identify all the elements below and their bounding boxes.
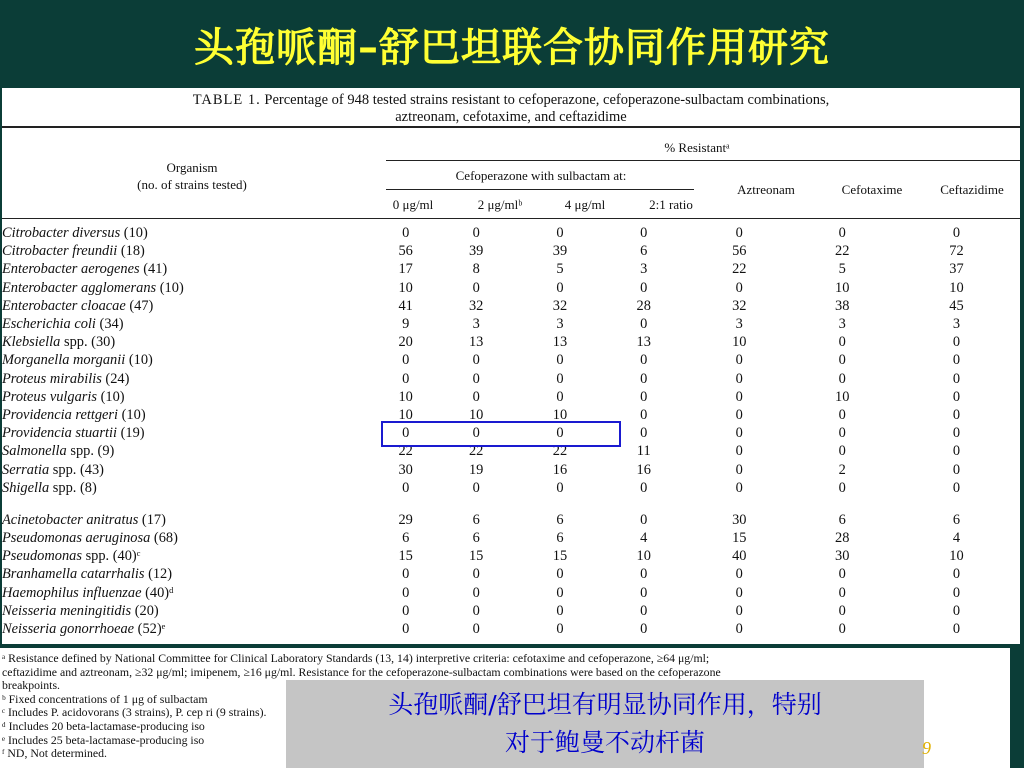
value-cell: 41 (398, 297, 413, 314)
value-cell: 0 (735, 443, 743, 460)
organism-count: (41) (143, 261, 168, 278)
col-2ug: 2 μg/mlᵇ (477, 197, 523, 212)
table-row (2, 333, 1020, 351)
footnote-line: ceftazidime and aztreonam, ≥32 μg/ml; imipenem, ≥16 μg/ml. Resistance for the cefoperazone-sulbactam combinations were based on the cefoperazone (2, 664, 721, 679)
value-cell: 0 (735, 461, 743, 478)
value-cell: 0 (556, 352, 564, 369)
value-cell: 0 (838, 566, 846, 583)
organism-cell (2, 602, 379, 620)
organism-cell (2, 224, 379, 242)
value-cell: 32 (732, 297, 747, 314)
value-cell: 6 (556, 511, 564, 528)
value-cell: 0 (735, 279, 743, 296)
organism-count: (10) (100, 388, 125, 405)
organism-cell (2, 620, 379, 638)
organism-name: Branhamella catarrhalis (2, 566, 145, 583)
value-cell: 0 (735, 479, 743, 496)
col-cefotaxime: Cefotaxime (841, 182, 903, 197)
value-cell: 0 (556, 279, 564, 296)
table-row (2, 351, 1020, 369)
table-row (2, 529, 1020, 547)
organism-name: Enterobacter aerogenes (2, 261, 140, 278)
footnote-line: ᵇ Fixed concentrations of 1 μg of sulbactam (2, 691, 208, 706)
col-aztreonam: Aztreonam (737, 182, 795, 197)
organism-count: (40)ᵈ (145, 584, 174, 601)
value-cell: 0 (640, 425, 648, 442)
value-cell: 19 (468, 461, 484, 478)
value-cell: 0 (838, 352, 846, 369)
organism-subheader: (no. of strains tested) (137, 177, 247, 192)
callout-line-2: 对于鲍曼不动杆菌 (504, 728, 705, 757)
value-cell: 0 (735, 225, 743, 242)
value-cell: 0 (952, 621, 961, 638)
cefo-group-rule (386, 189, 694, 190)
value-cell: 0 (402, 621, 410, 638)
value-cell: 3 (952, 316, 961, 333)
conclusion-callout (286, 680, 924, 768)
header-rule (386, 160, 1020, 161)
footnote-line: ᶠ ND, Not determined. (2, 746, 108, 761)
value-cell: 9 (402, 316, 410, 333)
organism-count: (10) (128, 352, 153, 369)
organism-count: spp. (43) (52, 461, 104, 478)
value-cell: 0 (402, 566, 410, 583)
organism-count: spp. (8) (52, 479, 97, 496)
value-cell: 10 (468, 406, 484, 423)
value-cell: 39 (552, 243, 568, 260)
value-cell: 0 (640, 479, 648, 496)
slide-title: 头孢哌酮–舒巴坦联合协同作用研究 (194, 24, 830, 71)
footnote-line: ᵉ Includes 25 beta-lactamase-producing iso (2, 732, 205, 747)
value-cell: 6 (640, 243, 648, 260)
value-cell: 0 (952, 225, 961, 242)
value-cell: 0 (640, 621, 648, 638)
value-cell: 4 (952, 530, 961, 547)
value-cell: 13 (636, 334, 651, 351)
table-caption: TABLE 1. Percentage of 948 tested strains resistant to cefoperazone, cefoperazone-sulbactam combinations, aztreonam, cefotaxime, and ceftazidime (192, 92, 830, 125)
value-cell: 6 (952, 511, 961, 528)
value-cell: 0 (952, 370, 961, 387)
organism-cell (2, 388, 379, 406)
value-cell: 22 (398, 443, 413, 460)
value-cell: 0 (402, 479, 410, 496)
organism-name: Citrobacter diversus (2, 225, 121, 242)
organism-name: Morganella morganii (2, 352, 126, 369)
footnote-line: ᵃ Resistance defined by National Committee for Clinical Laboratory Standards (13, 14) interpretive criteria: cefotaxime and cefoperazone, ≥64 μg/ml; (2, 651, 710, 665)
value-cell: 13 (552, 334, 568, 351)
organism-count: (34) (99, 316, 124, 333)
highlight-box (381, 421, 621, 447)
organism-name: Proteus mirabilis (2, 370, 102, 387)
value-cell: 0 (952, 425, 961, 442)
organism-count: (17) (141, 511, 166, 528)
value-cell: 0 (640, 225, 648, 242)
value-cell: 16 (552, 461, 568, 478)
value-cell: 0 (640, 602, 648, 619)
organism-name: Providencia stuartii (2, 425, 117, 442)
value-cell: 11 (636, 443, 651, 460)
value-cell: 6 (402, 530, 410, 547)
value-cell: 20 (398, 334, 413, 351)
value-cell: 10 (636, 548, 651, 565)
organism-count: (10) (159, 279, 184, 296)
footnote-line: ᶜ Includes P. acidovorans (3 strains), P. cep ri (9 strains). (2, 705, 267, 720)
value-cell: 29 (398, 511, 413, 528)
value-cell: 0 (640, 316, 648, 333)
organism-name: Neisseria gonorrhoeae (2, 621, 135, 638)
value-cell: 10 (835, 388, 850, 405)
table-row (2, 260, 1020, 278)
organism-name: Citrobacter freundii (2, 243, 118, 260)
table-row (2, 370, 1020, 388)
value-cell: 28 (636, 297, 651, 314)
value-cell: 0 (838, 334, 846, 351)
value-cell: 0 (402, 225, 410, 242)
organism-count: (12) (148, 566, 173, 583)
organism-count: (68) (153, 530, 178, 547)
callout-line-1: 头孢哌酮/舒巴坦有明显协同作用，特别 (388, 690, 822, 719)
organism-name: Proteus vulgaris (2, 388, 98, 405)
value-cell: 6 (838, 511, 846, 528)
organism-cell (2, 297, 379, 315)
table-row (2, 242, 1020, 260)
table-row (2, 297, 1020, 315)
value-cell: 0 (556, 225, 564, 242)
value-cell: 0 (838, 584, 846, 601)
value-cell: 39 (468, 243, 484, 260)
organism-name: Serratia (2, 461, 50, 478)
value-cell: 0 (838, 225, 846, 242)
organism-cell (2, 584, 379, 602)
organism-cell (2, 442, 379, 460)
value-cell: 10 (835, 279, 850, 296)
value-cell: 0 (640, 511, 648, 528)
value-cell: 0 (952, 388, 961, 405)
value-cell: 10 (398, 406, 413, 423)
value-cell: 10 (398, 279, 413, 296)
table-row (2, 224, 1020, 242)
value-cell: 0 (402, 352, 410, 369)
value-cell: 0 (952, 443, 961, 460)
top-rule (2, 126, 1020, 128)
value-cell: 0 (735, 406, 743, 423)
value-cell: 10 (949, 279, 964, 296)
value-cell: 10 (398, 388, 413, 405)
organism-count: spp. (30) (63, 334, 116, 351)
organism-name: Providencia rettgeri (2, 406, 119, 423)
value-cell: 0 (640, 566, 648, 583)
value-cell: 22 (835, 243, 850, 260)
table-row (2, 479, 1020, 497)
value-cell: 3 (735, 316, 743, 333)
value-cell: 45 (949, 297, 964, 314)
value-cell: 3 (640, 261, 648, 278)
organism-name: Pseudomonas aeruginosa (2, 530, 151, 547)
value-cell: 0 (472, 370, 480, 387)
value-cell: 0 (735, 566, 743, 583)
value-cell: 10 (732, 334, 747, 351)
value-cell: 0 (640, 279, 648, 296)
value-cell: 0 (838, 602, 846, 619)
organism-count: (24) (105, 370, 130, 387)
value-cell: 6 (472, 530, 480, 547)
value-cell: 15 (468, 548, 484, 565)
value-cell: 10 (552, 406, 568, 423)
value-cell: 0 (735, 584, 743, 601)
table-row (2, 279, 1020, 297)
organism-name: Shigella (2, 479, 50, 496)
value-cell: 0 (472, 425, 480, 442)
value-cell: 2 (838, 461, 846, 478)
pct-resistant-header: % Resistantᵃ (664, 140, 730, 155)
table-row (2, 620, 1020, 638)
organism-count: (18) (120, 243, 145, 260)
col-4ug: 4 μg/ml (564, 197, 606, 212)
value-cell: 40 (732, 548, 747, 565)
value-cell: 0 (472, 279, 480, 296)
value-cell: 22 (552, 443, 568, 460)
value-cell: 0 (556, 479, 564, 496)
value-cell: 22 (732, 261, 747, 278)
value-cell: 0 (402, 425, 410, 442)
organism-header: Organism (166, 160, 218, 175)
value-cell: 0 (952, 406, 961, 423)
organism-name: Enterobacter agglomerans (2, 279, 157, 296)
organism-cell (2, 529, 379, 547)
value-cell: 0 (838, 406, 846, 423)
value-cell: 0 (472, 621, 480, 638)
value-cell: 4 (640, 530, 648, 547)
table-scan (2, 88, 1020, 644)
organism-count: (20) (134, 602, 159, 619)
value-cell: 32 (552, 297, 568, 314)
value-cell: 0 (472, 388, 480, 405)
value-cell: 13 (468, 334, 484, 351)
col-ratio: 2:1 ratio (649, 197, 693, 212)
organism-name: Acinetobacter anitratus (2, 511, 139, 528)
organism-cell (2, 351, 379, 369)
organism-count: (10) (123, 225, 148, 242)
value-cell: 0 (640, 584, 648, 601)
value-cell: 28 (835, 530, 850, 547)
value-cell: 0 (838, 425, 846, 442)
value-cell: 0 (556, 425, 564, 442)
value-cell: 15 (732, 530, 747, 547)
value-cell: 10 (949, 548, 964, 565)
value-cell: 0 (556, 602, 564, 619)
organism-cell (2, 460, 379, 478)
value-cell: 0 (735, 370, 743, 387)
value-cell: 0 (472, 225, 480, 242)
organism-cell (2, 406, 379, 424)
organism-cell (2, 279, 379, 297)
organism-cell (2, 511, 379, 529)
value-cell: 0 (472, 352, 480, 369)
value-cell: 0 (640, 370, 648, 387)
value-cell: 0 (735, 425, 743, 442)
organism-name: Enterobacter cloacae (2, 297, 126, 314)
value-cell: 0 (556, 584, 564, 601)
value-cell: 15 (398, 548, 413, 565)
value-cell: 0 (402, 602, 410, 619)
table-row (2, 547, 1020, 565)
value-cell: 0 (952, 334, 961, 351)
organism-cell (2, 479, 379, 497)
organism-count: spp. (40)ᶜ (85, 548, 141, 565)
value-cell: 6 (472, 511, 480, 528)
cefo-group-header: Cefoperazone with sulbactam at: (455, 168, 627, 183)
organism-cell (2, 333, 379, 351)
group-spacer (2, 497, 1020, 511)
value-cell: 0 (735, 602, 743, 619)
value-cell: 5 (838, 261, 846, 278)
value-cell: 0 (640, 388, 648, 405)
organism-count: (47) (129, 297, 154, 314)
table-row (2, 565, 1020, 583)
value-cell: 72 (949, 243, 964, 260)
col-ceftazidime: Ceftazidime (940, 182, 1004, 197)
value-cell: 38 (835, 297, 850, 314)
organism-cell (2, 424, 379, 442)
value-cell: 0 (640, 352, 648, 369)
value-cell: 0 (556, 370, 564, 387)
footnote-line: ᵈ Includes 20 beta-lactamase-producing iso (2, 718, 205, 733)
organism-name: Salmonella (2, 443, 67, 460)
value-cell: 0 (556, 566, 564, 583)
value-cell: 0 (402, 370, 410, 387)
value-cell: 0 (952, 479, 961, 496)
value-cell: 30 (398, 461, 413, 478)
organism-name: Haemophilus influenzae (2, 584, 142, 601)
value-cell: 17 (398, 261, 413, 278)
value-cell: 3 (556, 316, 564, 333)
value-cell: 15 (552, 548, 568, 565)
organism-count: spp. (9) (70, 443, 115, 460)
value-cell: 0 (402, 584, 410, 601)
value-cell: 0 (952, 584, 961, 601)
organism-count: (10) (121, 406, 146, 423)
table-row (2, 460, 1020, 478)
table-row (2, 602, 1020, 620)
value-cell: 0 (735, 621, 743, 638)
value-cell: 6 (556, 530, 564, 547)
value-cell: 0 (472, 566, 480, 583)
organism-cell (2, 547, 379, 565)
organism-count: (52)ᵉ (137, 621, 166, 638)
value-cell: 56 (732, 243, 747, 260)
value-cell: 0 (472, 584, 480, 601)
organism-name: Escherichia coli (2, 316, 96, 333)
organism-name: Klebsiella (2, 334, 61, 351)
value-cell: 0 (838, 621, 846, 638)
value-cell: 0 (735, 388, 743, 405)
value-cell: 0 (838, 370, 846, 387)
table-row (2, 388, 1020, 406)
value-cell: 0 (735, 352, 743, 369)
value-cell: 0 (952, 566, 961, 583)
value-cell: 8 (472, 261, 480, 278)
value-cell: 0 (556, 621, 564, 638)
value-cell: 3 (838, 316, 846, 333)
organism-cell (2, 260, 379, 278)
value-cell: 30 (732, 511, 747, 528)
footnote-line: breakpoints. (2, 678, 60, 693)
value-cell: 0 (952, 461, 961, 478)
organism-cell (2, 242, 379, 260)
value-cell: 0 (952, 602, 961, 619)
value-cell: 22 (468, 443, 484, 460)
value-cell: 5 (556, 261, 564, 278)
header-bottom-rule (2, 218, 1020, 219)
col-0ug: 0 μg/ml (392, 197, 434, 212)
value-cell: 32 (468, 297, 484, 314)
table-row (2, 315, 1020, 333)
table-row (2, 584, 1020, 602)
value-cell: 30 (835, 548, 850, 565)
value-cell: 0 (838, 443, 846, 460)
value-cell: 0 (472, 479, 480, 496)
organism-name: Neisseria meningitidis (2, 602, 132, 619)
organism-cell (2, 565, 379, 583)
table-row (2, 511, 1020, 529)
value-cell: 56 (398, 243, 413, 260)
organism-count: (19) (120, 425, 145, 442)
value-cell: 0 (952, 352, 961, 369)
organism-cell (2, 370, 379, 388)
page-number: 9 (922, 738, 931, 758)
value-cell: 37 (949, 261, 964, 278)
organism-cell (2, 315, 379, 333)
value-cell: 0 (556, 388, 564, 405)
value-cell: 0 (640, 406, 648, 423)
value-cell: 0 (472, 602, 480, 619)
value-cell: 3 (472, 316, 480, 333)
value-cell: 16 (636, 461, 651, 478)
value-cell: 0 (838, 479, 846, 496)
organism-name: Pseudomonas (2, 548, 82, 565)
